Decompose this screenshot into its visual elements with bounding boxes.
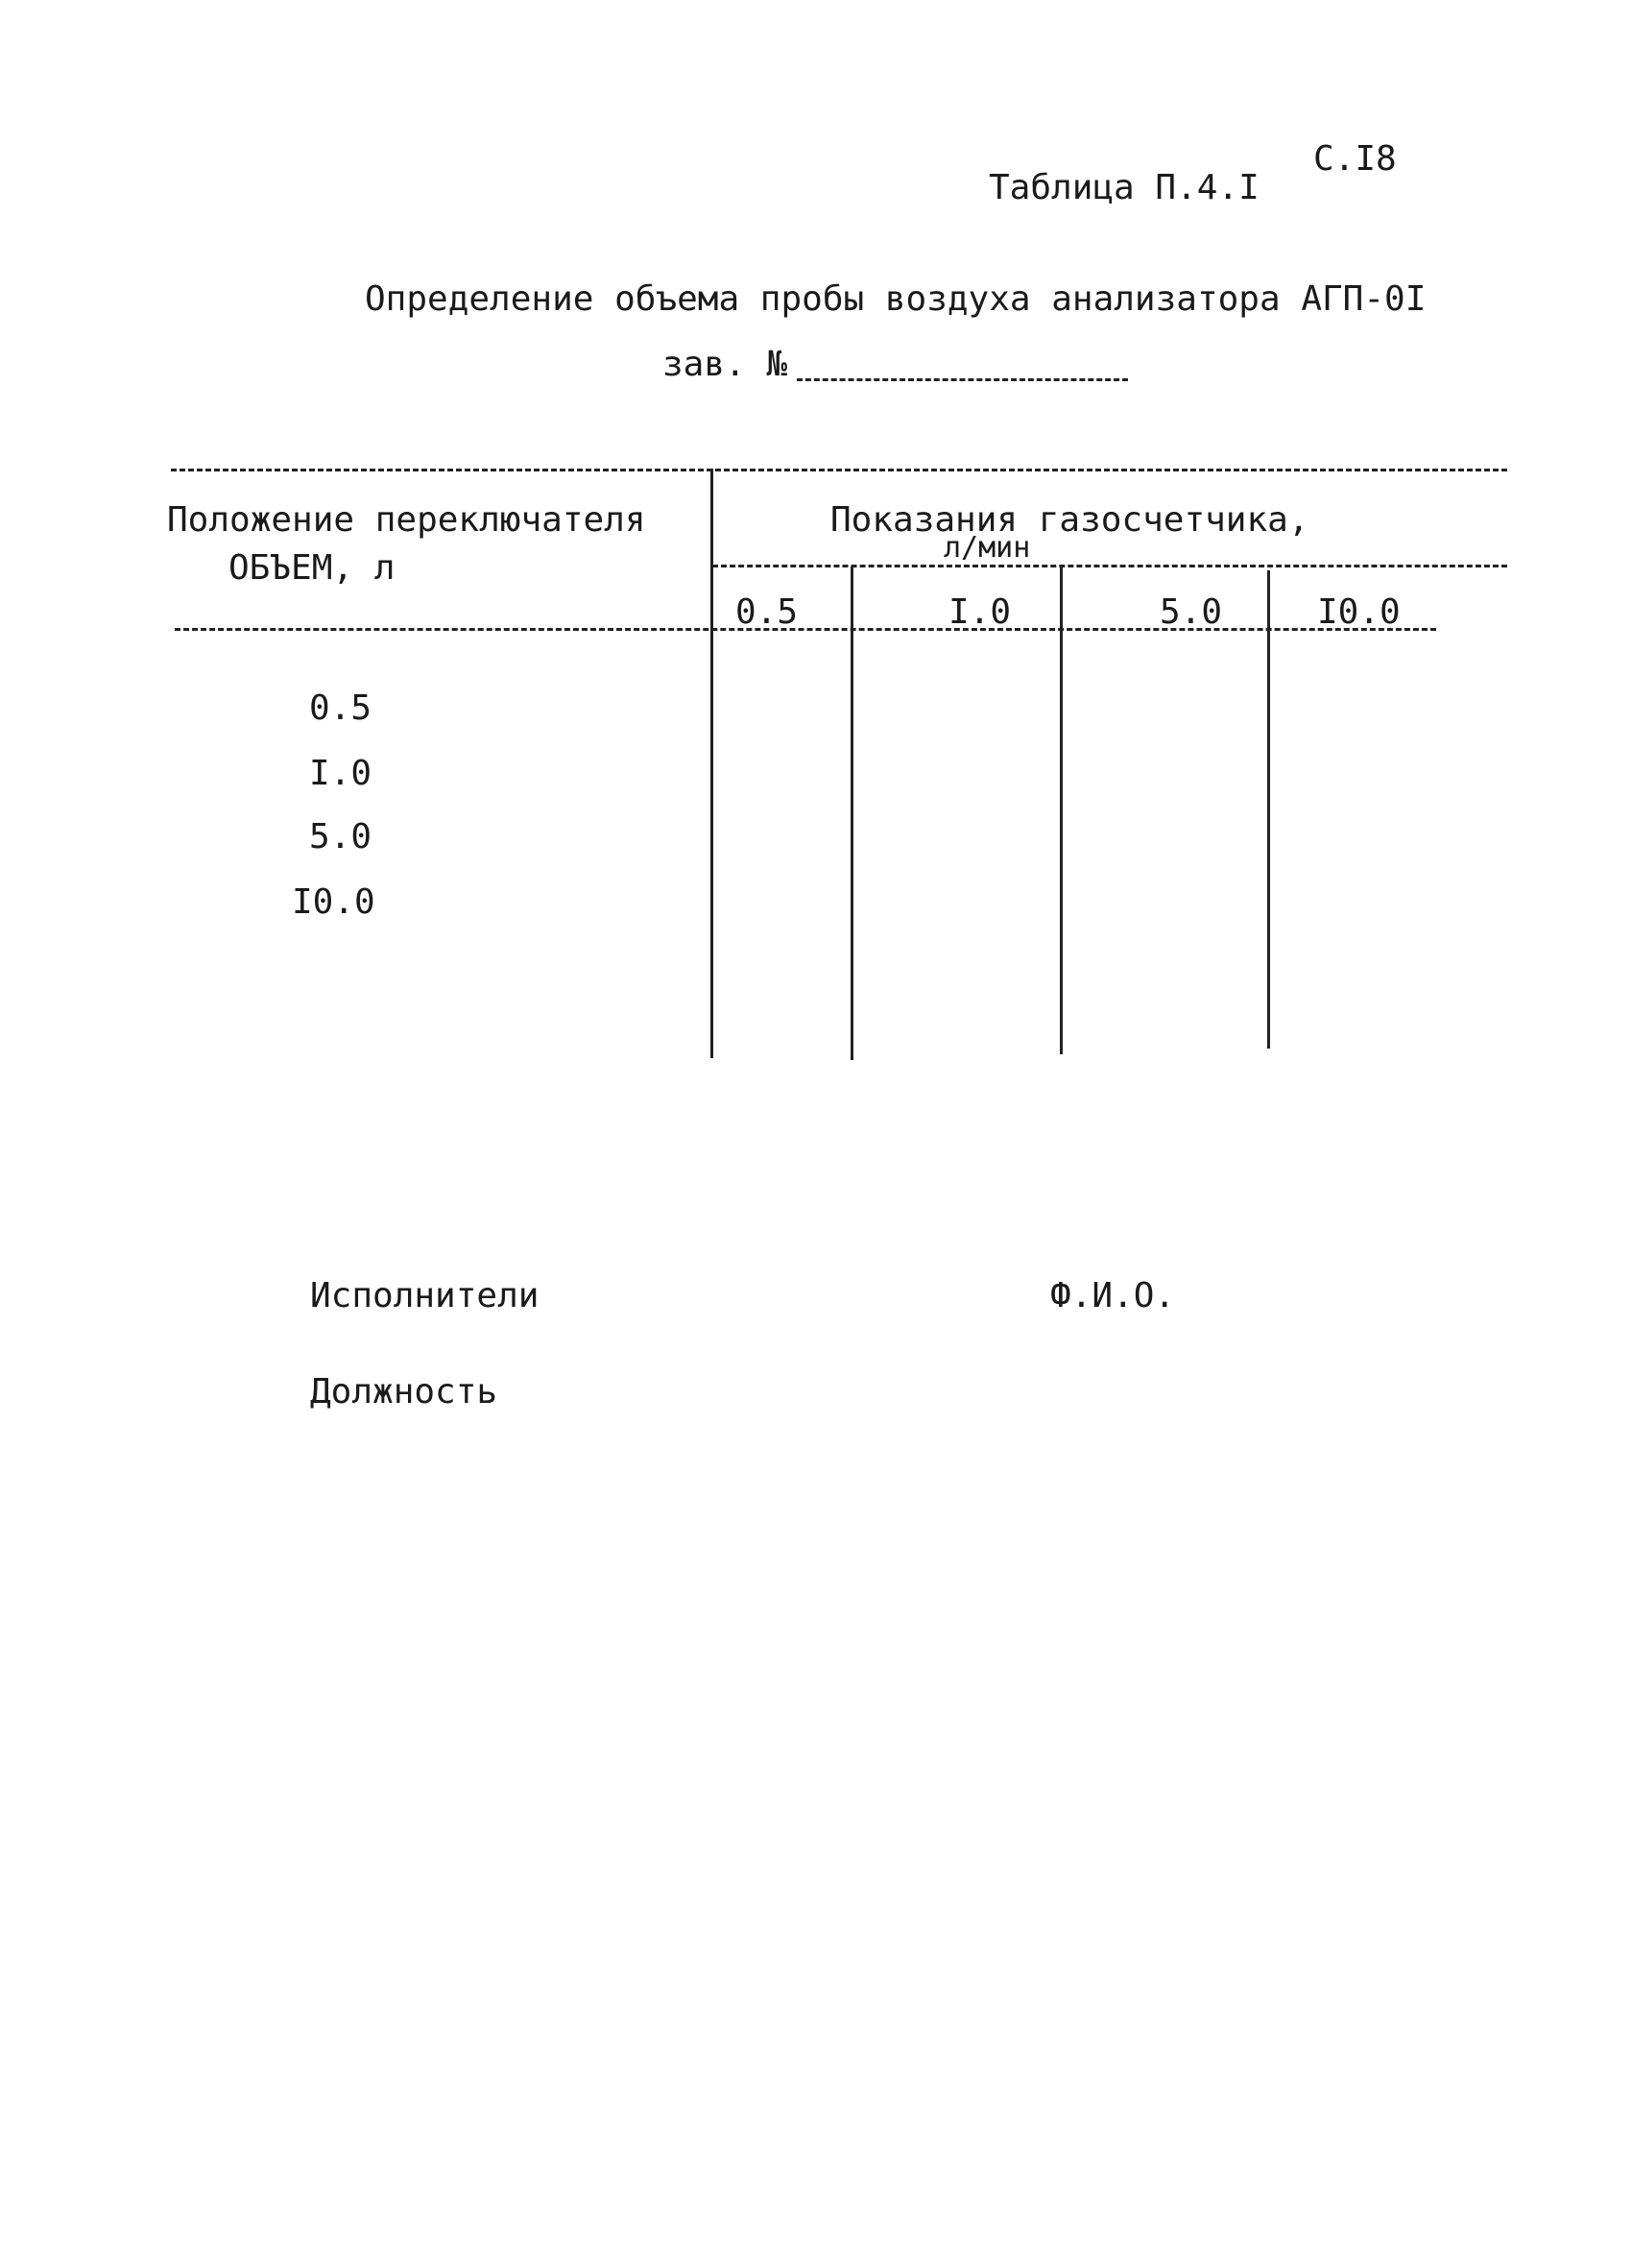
row-label: 5.0 (309, 817, 372, 857)
signers-label: Исполнители (310, 1276, 540, 1315)
column-header: I.0 (948, 592, 1012, 632)
column-header: 0.5 (735, 592, 799, 632)
table-top-border (171, 469, 1507, 471)
header-divider-line (712, 565, 1507, 567)
serial-number-blank-line (797, 378, 1128, 381)
page-number: С.I8 (1313, 139, 1397, 179)
flow-unit-header: л/мин (944, 531, 1031, 565)
column-header: I0.0 (1317, 592, 1401, 632)
row-label: I0.0 (292, 882, 375, 922)
row-label: 0.5 (309, 688, 372, 728)
serial-number-label: зав. № (662, 345, 788, 384)
column-divider-1 (851, 567, 853, 1060)
column-divider-3 (1267, 570, 1270, 1049)
table-main-divider (710, 469, 713, 1058)
column-divider-2 (1060, 567, 1063, 1054)
document-title: Определение объема пробы воздуха анализатора АГП-0I (365, 279, 1427, 319)
switch-position-header: Положение переключателя (167, 500, 646, 540)
header-bottom-border (175, 628, 1436, 631)
table-caption: Таблица П.4.I (989, 168, 1260, 207)
row-label: I.0 (309, 754, 372, 793)
gas-meter-readings-header: Показания газосчетчика, (830, 500, 1309, 540)
column-header: 5.0 (1160, 592, 1223, 632)
volume-unit-header: ОБЪЕМ, л (228, 548, 396, 588)
position-label: Должность (310, 1372, 498, 1411)
full-name-label: Ф.И.О. (1050, 1276, 1176, 1315)
